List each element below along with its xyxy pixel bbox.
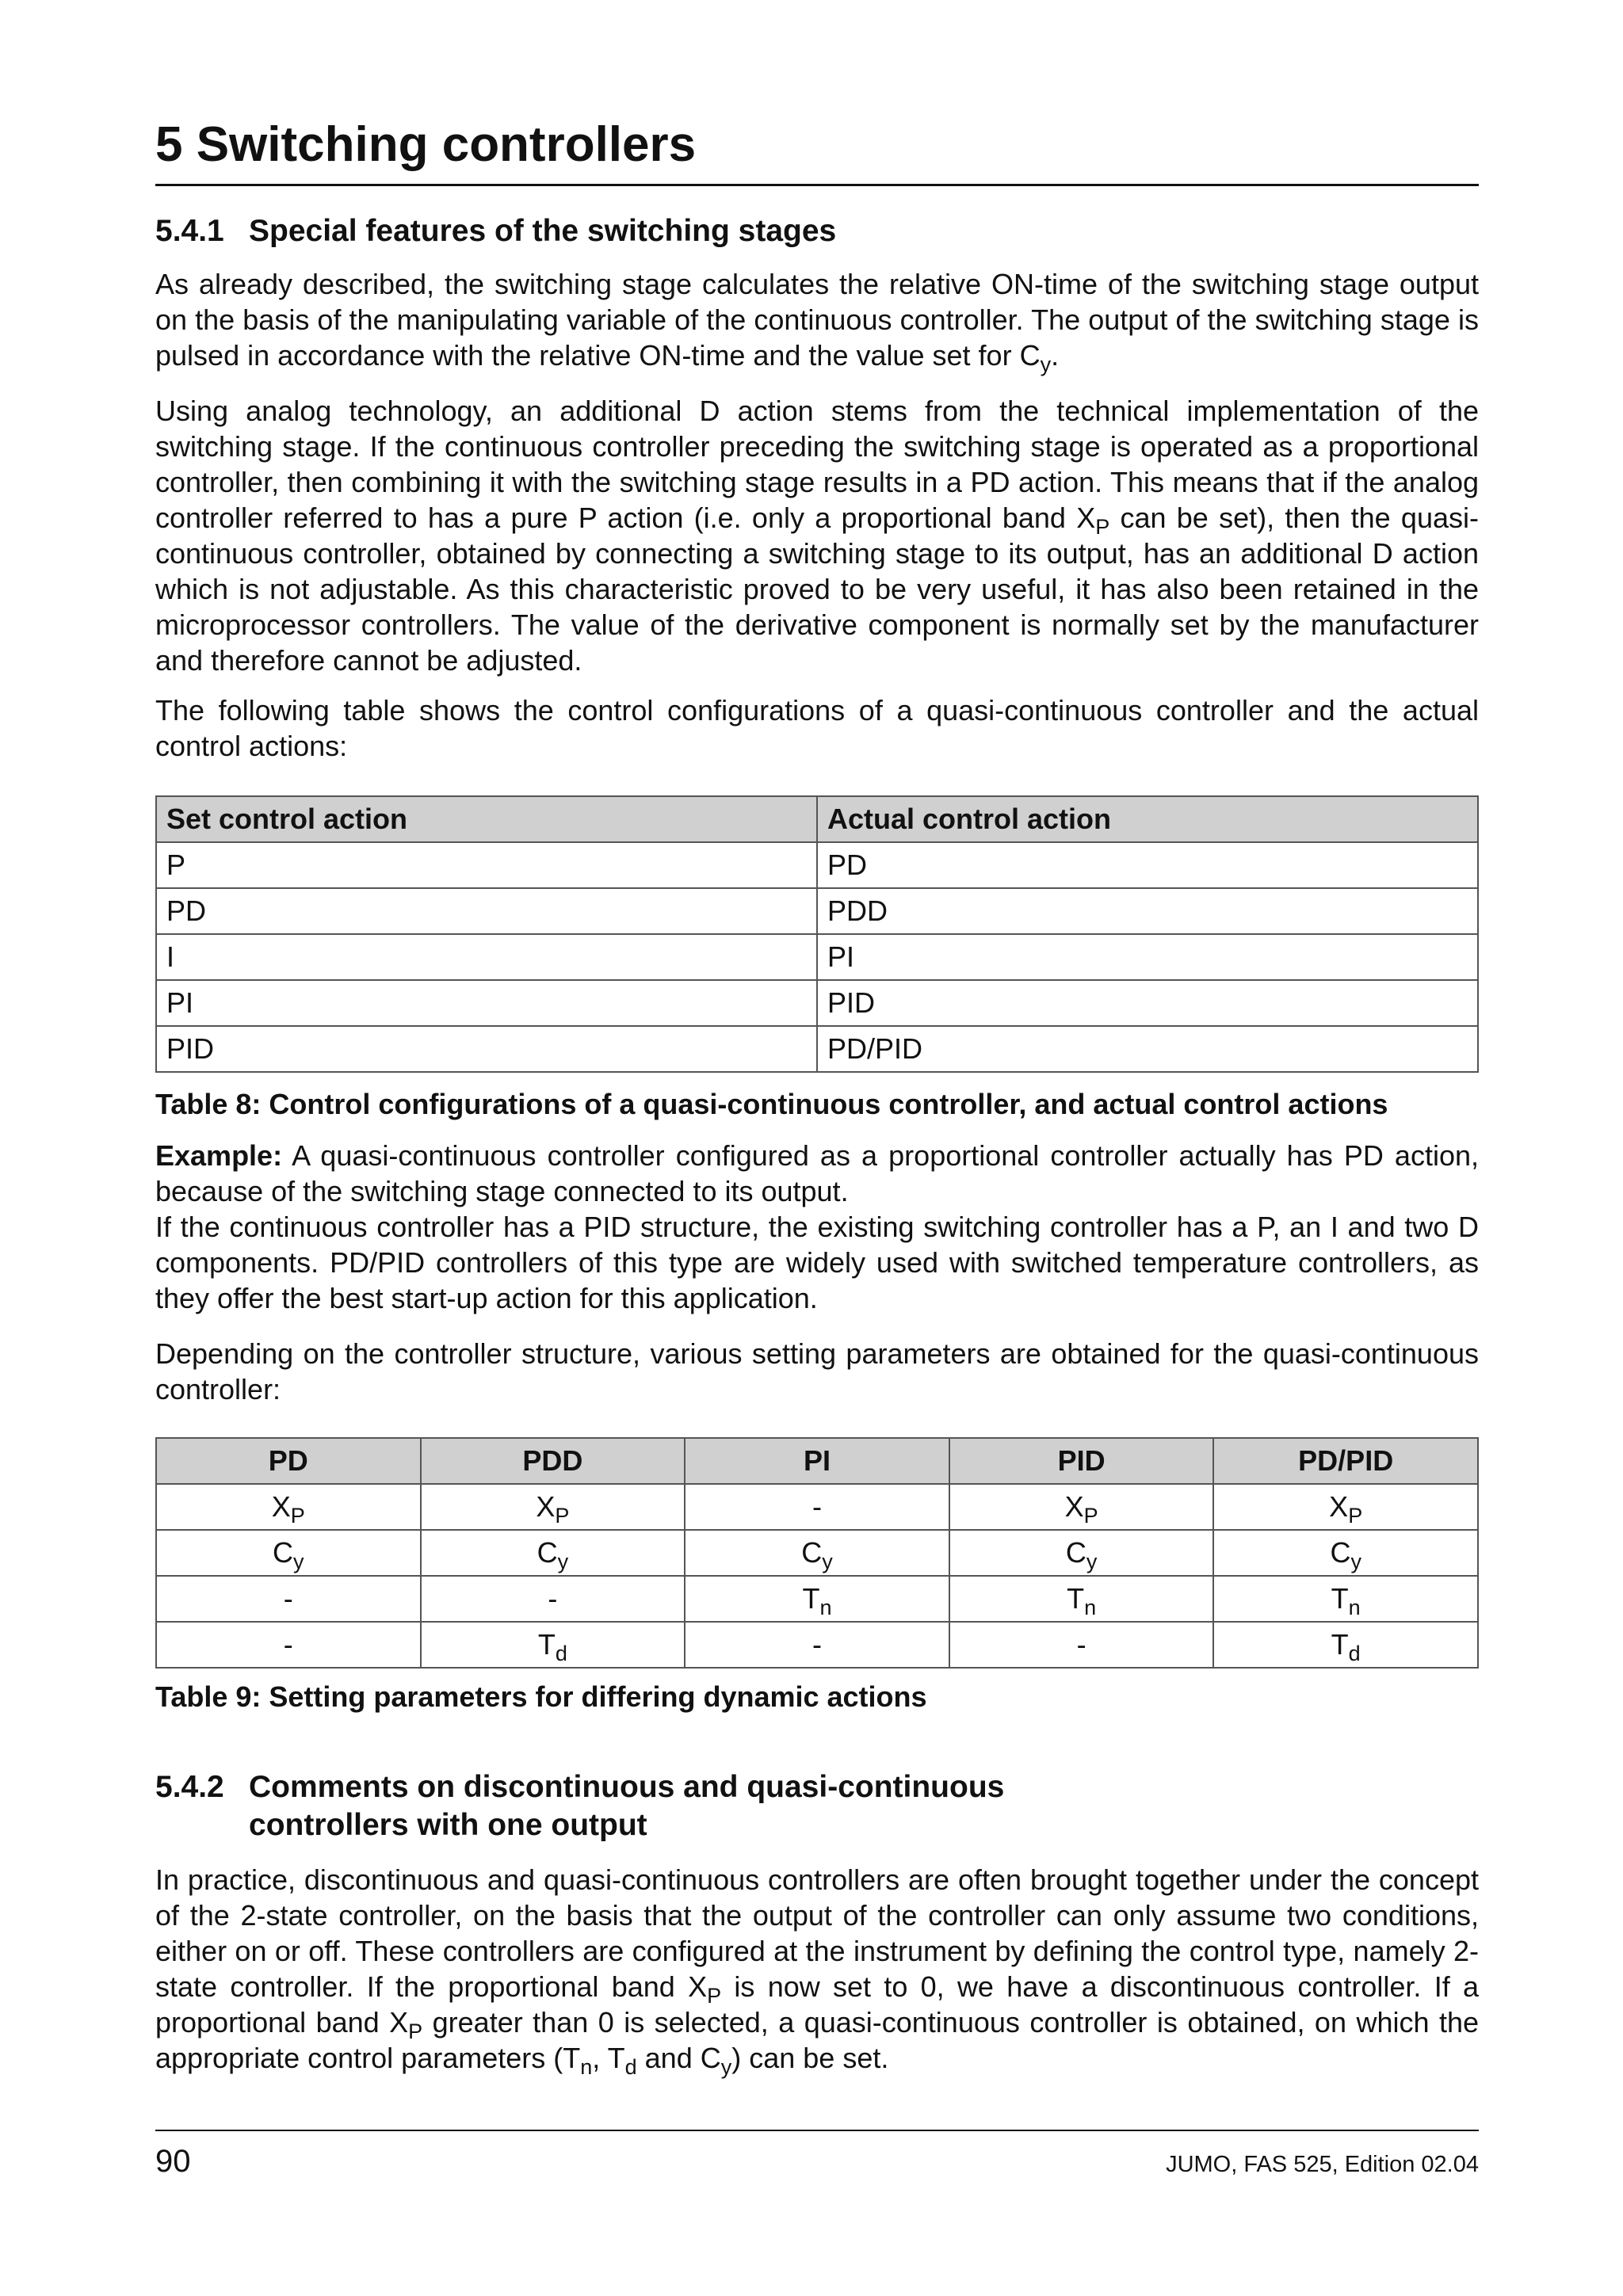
table-cell: $T_n$ [949,1576,1214,1622]
table-cell: $T_d$ [421,1622,685,1668]
table-cell: PI [817,934,1478,980]
page-number: 90 [155,2144,191,2179]
table-cell: - [685,1484,949,1530]
table-cell: $C_y$ [421,1530,685,1576]
table-header-row [156,1438,1478,1484]
table-header-row [156,796,1478,842]
table-cell: PDD [817,888,1478,934]
table-row [156,888,1478,934]
table-cell: $X_P$ [156,1484,421,1530]
table-cell: $X_P$ [421,1484,685,1530]
table-cell: $C_y$ [1213,1530,1478,1576]
table-row [156,842,1478,888]
column-header: Actual control action [817,796,1478,842]
paragraph-switching-stage: As already described, the switching stage calculates the relative ON-time of the switching stage output on the basis of the manipulating variable of the continuous controller. The output of the switching stage is pulsed in accordance with the relative ON-time and the value set for $C_y$. [155,268,1479,376]
table-cell: - [949,1622,1214,1668]
column-header: PD/PID [1213,1438,1478,1484]
table-cell: $C_y$ [156,1530,421,1576]
table-cell: $T_n$ [1213,1576,1478,1622]
table-cell: - [685,1622,949,1668]
chapter-title: 5 Switching controllers [155,111,1479,186]
table-cell: - [156,1576,421,1622]
table-control-configurations [155,795,1479,1073]
table-cell: PD [156,888,817,934]
section-heading-5-4-2 [155,1768,1200,1844]
table-row [156,980,1478,1026]
column-header: PD [156,1438,421,1484]
table-cell: P [156,842,817,888]
column-header: PI [685,1438,949,1484]
example-label: Example: [155,1139,283,1172]
section-number: 5.4.2 [155,1770,224,1804]
table-row [156,1026,1478,1072]
table-cell: $X_P$ [1213,1484,1478,1530]
column-header: PDD [421,1438,685,1484]
table-cell: PI [156,980,817,1026]
table-cell: $X_P$ [949,1484,1214,1530]
column-header: Set control action [156,796,817,842]
table-row [156,1530,1478,1576]
paragraph-example: Example: A quasi-continuous controller configured as a proportional controller actually has PD action, because of the switching stage connected to its output. If the continuous controller has a PID structure, the existing switching controller has a P, an I and two D components. PD/PID controllers of this type are widely used with switched temperature controllers, as they offer the best start-up action for this application. [155,1139,1479,1314]
table-row [156,1576,1478,1622]
table-cell: $T_d$ [1213,1622,1478,1668]
column-header: PID [949,1438,1214,1484]
paragraph-setting-parameters-intro: Depending on the controller structure, various setting parameters are obtained for the quasi-continuous controller: [155,1337,1479,1405]
table-cell: - [421,1576,685,1622]
table-cell: PID [156,1026,817,1072]
table-cell: PD [817,842,1478,888]
table-cell: I [156,934,817,980]
footer-divider [155,2130,1479,2131]
paragraph-table-intro: The following table shows the control configurations of a quasi-continuous controller and the actual control actions: [155,694,1479,762]
paragraph-analog-technology: Using analog technology, an additional D action stems from the technical implementation of the switching stage. If the continuous controller preceding the switching stage is operated as a proportional controller, then combining it with the switching stage results in a PD action. This means that if the analog controller referred to has a pure P action (i.e. only a proportional band $X_P$ can be set), then the quasi-continuous controller, obtained by connecting a switching stage to its output, has an additional D action which is not adjustable. As this characteristic proved to be very useful, it has also been retained in the microprocessor controllers. The value of the derivative component is normally set by the manufacturer and therefore cannot be adjusted. [155,395,1479,677]
table-cell: $T_n$ [685,1576,949,1622]
table-row [156,1484,1478,1530]
table-row [156,934,1478,980]
table-setting-parameters [155,1437,1479,1669]
table-cell: - [156,1622,421,1668]
table-cell: $C_y$ [685,1530,949,1576]
paragraph-two-state-controller: In practice, discontinuous and quasi-continuous controllers are often brought together under the concept of the 2-state controller, on the basis that the output of the controller can only assume two conditions, either on or off. These controllers are configured at the instrument by defining the control type, namely 2-state controller. If the proportional band $X_P$ is now set to 0, we have a discontinuous controller. If a proportional band $X_P$ greater than 0 is selected, a quasi-continuous controller is obtained, on which the appropriate control parameters ($T_n$, $T_d$ and $C_y$) can be set. [155,1863,1479,2079]
section-title: Comments on discontinuous and quasi-continuous controllers with one output [249,1770,1005,1842]
section-heading-5-4-1 [155,212,1200,250]
table-8-caption: Table 8: Control configurations of a quasi-continuous controller, and actual control actions [155,1088,1388,1120]
table-9-caption: Table 9: Setting parameters for differing dynamic actions [155,1680,927,1713]
section-title: Special features of the switching stages [249,214,837,248]
section-number: 5.4.1 [155,214,224,248]
footer-reference: JUMO, FAS 525, Edition 02.04 [1166,2152,1479,2177]
table-cell: $C_y$ [949,1530,1214,1576]
table-row [156,1622,1478,1668]
table-cell: PID [817,980,1478,1026]
table-cell: PD/PID [817,1026,1478,1072]
